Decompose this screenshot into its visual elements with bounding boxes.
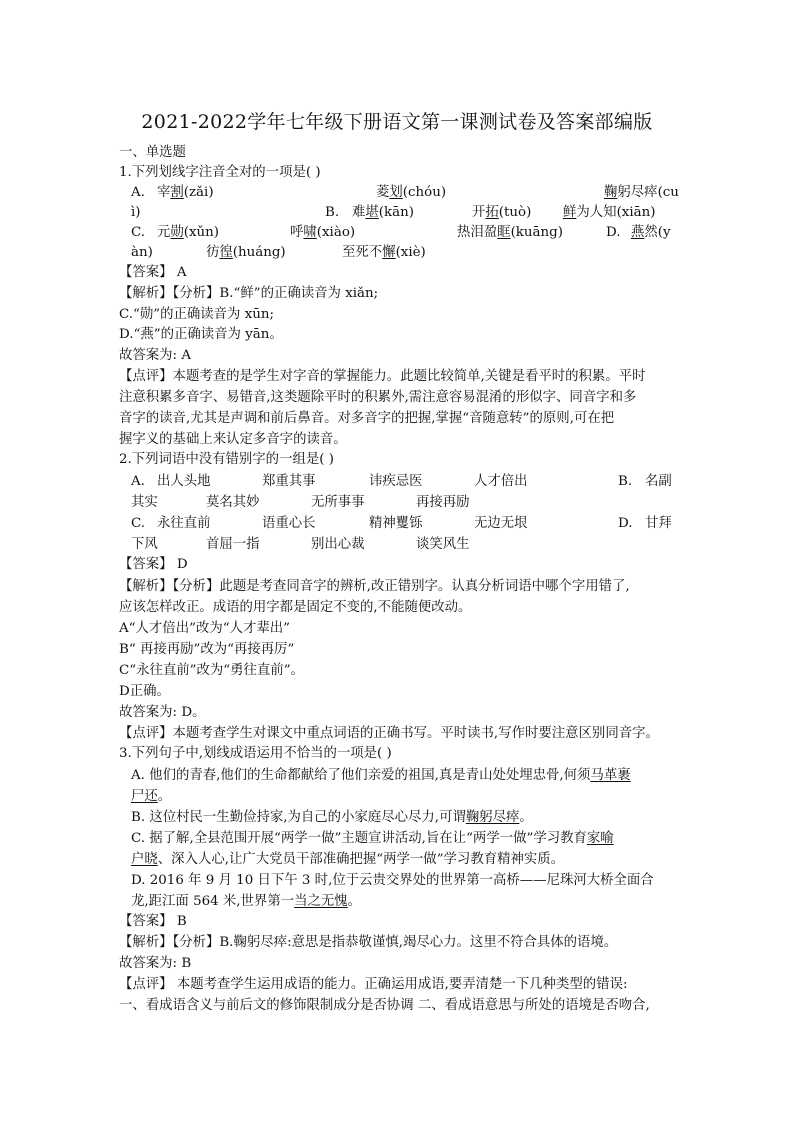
q1-option-d-item2: 彷徨(huáng): [206, 245, 286, 260]
q3-comment-2: 一、看成语含义与前后文的修饰限制成分是否协调 二、看成语意思与所处的语境是否吻合,: [119, 998, 650, 1013]
q2-analysis-6: D正确。: [119, 684, 170, 699]
q2-option-d-word3: 别出心裁: [311, 537, 365, 552]
q1-option-b-label: B.: [325, 205, 340, 220]
q1-comment-2: 注意积累多音字、易错音,这类题除平时的积累外,需注意容易混淆的形似字、同音字和多: [119, 390, 637, 405]
q2-stem: 2.下列词语中没有错别字的一组是( ): [119, 452, 334, 467]
q2-option-b-word4: 再接再励: [416, 495, 470, 510]
q1-comment-3: 音字的读音,尤其是声调和前后鼻音。对多音字的把握,掌握“音随意转”的原则,可在把: [119, 411, 615, 426]
q3-comment-1: 【点评】 本题考查学生运用成语的能力。正确运用成语,要弄清楚一下几种类型的错误:: [119, 977, 628, 992]
q2-option-b-word1: 名副: [645, 474, 672, 489]
q3-option-b: B. 这位村民一生勤俭持家,为自己的小家庭尽心尽力,可谓鞠躬尽瘁。: [131, 810, 533, 825]
q1-analysis-4: 故答案为: A: [119, 348, 192, 363]
q1-option-a-item1: 宰割(zǎi): [157, 185, 214, 200]
q2-option-d-word4: 谈笑风生: [416, 537, 470, 552]
section-heading: 一、单选题: [119, 145, 186, 160]
q3-analysis-1: 【解析】【分析】B.鞠躬尽瘁:意思是指恭敬谨慎,竭尽心力。这里不符合具体的语境。: [119, 935, 618, 950]
q2-option-a-word2: 郑重其事: [262, 474, 316, 489]
q3-stem: 3.下列句子中,划线成语运用不恰当的一项是( ): [119, 746, 392, 761]
q1-option-a-item2: 菱划(chóu): [376, 185, 447, 200]
q2-analysis-1: 【解析】【分析】此题是考查同音字的辨析,改正错别字。认真分析词语中哪个字用错了,: [119, 579, 630, 594]
q2-option-a-word3: 讳疾忌医: [369, 474, 423, 489]
q3-option-d-line2: 龙,距江面 564 米,世界第一当之无愧。: [131, 894, 362, 909]
q3-option-c-line1: C. 据了解,全县范围开展“两学一做”主题宣讲活动,旨在让“两学一做”学习教育家喻: [131, 831, 614, 846]
q3-analysis-2: 故答案为: B: [119, 956, 192, 971]
q2-option-d-label: D.: [618, 516, 633, 531]
q1-comment-1: 【点评】本题考查的是学生对字音的掌握能力。此题比较简单,关键是看平时的积累。平时: [119, 369, 646, 384]
q1-analysis-2: C.“勋”的正确读音为 xūn;: [119, 307, 275, 322]
q3-answer: 【答案】 B: [119, 914, 187, 929]
q2-option-c-label: C.: [131, 516, 146, 531]
q2-option-c-word3: 精神矍铄: [369, 516, 423, 531]
q2-option-a-label: A.: [131, 474, 145, 489]
q1-option-b-item1: 难堪(kān): [352, 205, 414, 220]
q1-option-d-item3: 至死不懈(xiè): [342, 245, 426, 260]
q3-option-a-line1: A. 他们的青春,他们的生命都献给了他们亲爱的祖国,真是青山处处埋忠骨,何须马革裹: [131, 768, 631, 783]
q2-option-b-word3: 无所事事: [311, 495, 365, 510]
q2-option-c-word4: 无边无垠: [474, 516, 528, 531]
q1-analysis-1: 【解析】【分析】B.“鲜”的正确读音为 xiǎn;: [119, 286, 379, 301]
q3-option-c-line2: 户晓、深入人心,让广大党员干部准确把握“两学一做”学习教育精神实质。: [131, 852, 565, 867]
q1-option-a-item3: 鞠躬尽瘁(cu: [604, 185, 679, 200]
q2-option-b-word2: 莫名其妙: [206, 495, 260, 510]
q2-analysis-2: 应该怎样改正。成语的用字都是固定不变的,不能随便改动。: [119, 600, 472, 615]
q1-analysis-3: D.“燕”的正确读音为 yān。: [119, 327, 283, 342]
q2-analysis-7: 故答案为: D。: [119, 705, 206, 720]
q1-option-c-item2: 呼啸(xiào): [290, 225, 356, 240]
q2-analysis-4: B“ 再接再励”改为“再接再厉”: [119, 642, 295, 657]
q2-option-c-word1: 永往直前: [157, 516, 211, 531]
document-title: 2021-2022学年七年级下册语文第一课测试卷及答案部编版: [141, 111, 653, 133]
q1-comment-4: 握字义的基础上来认定多音字的读音。: [119, 432, 347, 447]
q1-option-a-label: A.: [131, 185, 145, 200]
q2-wrap-2: 下风: [131, 537, 158, 552]
q1-option-d-item1: 燕然(y: [631, 225, 671, 240]
q1-answer: 【答案】 A: [119, 265, 187, 280]
q1-option-c-label: C.: [131, 225, 146, 240]
q2-option-b-label: B.: [618, 474, 633, 489]
q2-option-c-word2: 语重心长: [262, 516, 316, 531]
q2-option-d-word2: 首屈一指: [206, 537, 260, 552]
q2-analysis-5: C“永往直前”改为“勇往直前”。: [119, 663, 304, 678]
q2-answer: 【答案】 D: [119, 557, 188, 572]
q1-stem: 1.下列划线字注音全对的一项是( ): [119, 165, 321, 180]
q2-option-a-word1: 出人头地: [157, 474, 211, 489]
q1-option-b-item2: 开拓(tuò): [472, 205, 532, 220]
q3-option-a-line2: 尸还。: [131, 789, 172, 804]
q2-option-a-word4: 人才倍出: [474, 474, 528, 489]
q2-comment-1: 【点评】本题考查学生对课文中重点词语的正确书写。平时读书,写作时要注意区别同音字。: [119, 726, 659, 741]
q2-wrap-1: 其实: [131, 495, 158, 510]
q1-wrap-1: ì): [131, 205, 141, 220]
q1-option-c-item3: 热泪盈眶(kuāng): [457, 225, 563, 240]
q1-wrap-2: àn): [131, 245, 153, 260]
q1-option-c-item1: 元勋(xǔn): [157, 225, 220, 240]
q3-option-d-line1: D. 2016 年 9 月 10 日下午 3 时,位于云贵交界处的世界第一高桥——尼珠河大桥全面合: [131, 873, 654, 888]
q2-option-d-word1: 甘拜: [645, 516, 672, 531]
q2-analysis-3: A“人才倍出”改为“人才辈出”: [119, 621, 290, 636]
q1-option-d-label: D.: [606, 225, 621, 240]
q1-option-b-item3: 鲜为人知(xiān): [563, 205, 656, 220]
